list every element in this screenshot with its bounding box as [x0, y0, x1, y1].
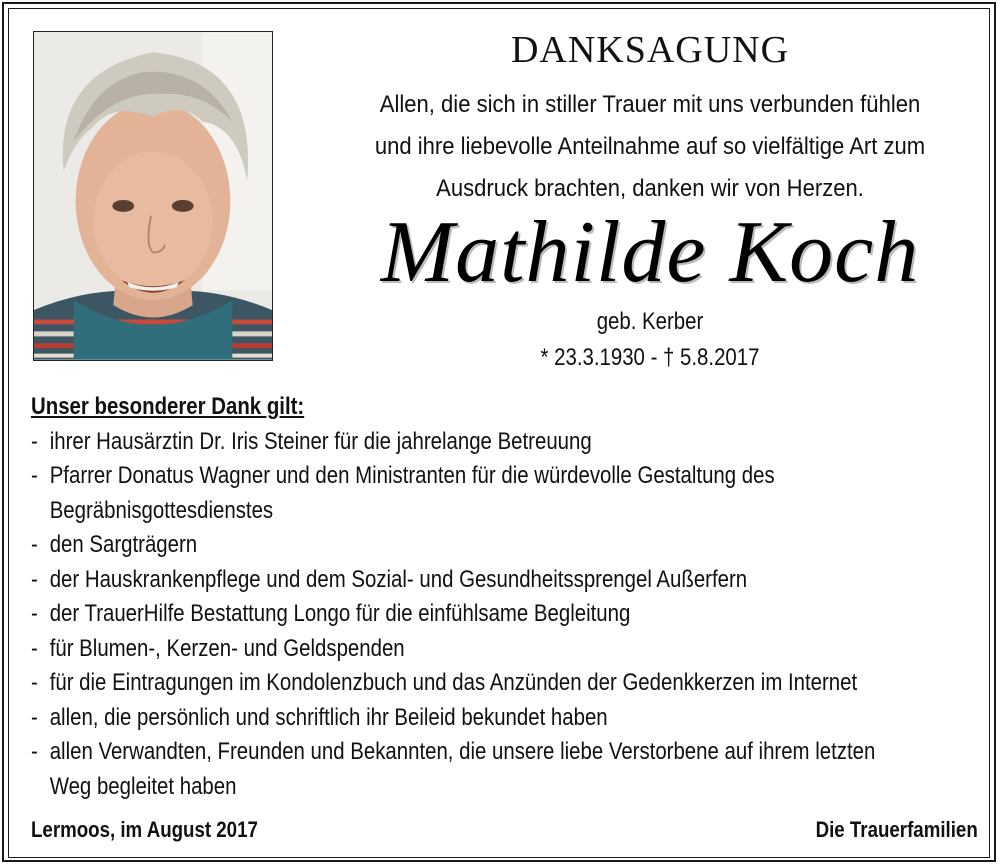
list-item-text: der Hauskrankenpflege und dem Sozial- und Gesundheitssprengel Außerfern: [49, 565, 748, 593]
list-dash: -: [31, 703, 38, 731]
list-item: [31, 528, 985, 563]
life-dates: * 23.3.1930 - † 5.8.2017: [540, 344, 760, 371]
intro-text: [335, 84, 965, 210]
list-item-text: allen, die persönlich und schriftlich ihr Beileid bekundet haben: [49, 703, 608, 731]
list-dash: -: [31, 427, 38, 455]
thanks-section: [31, 390, 981, 804]
list-item: [31, 459, 985, 528]
list-dash: -: [31, 634, 38, 662]
list-item-text: den Sargträgern: [49, 531, 198, 558]
list-item: [31, 597, 985, 632]
birth-name: geb. Kerber: [596, 308, 704, 335]
list-item: [31, 666, 985, 701]
signature: Die Trauerfamilien: [815, 817, 978, 842]
list-item: [31, 563, 985, 598]
list-item: [31, 632, 985, 667]
list-item-text: Begräbnisgottesdienstes: [49, 496, 274, 524]
list-item-text: Pfarrer Donatus Wagner und den Ministranten für die würdevolle Gestaltung des: [49, 462, 775, 489]
list-dash: -: [31, 462, 38, 489]
intro-line: Ausdruck brachten, danken wir von Herzen.: [436, 175, 864, 202]
list-item: [31, 701, 985, 736]
list-item: [31, 425, 985, 460]
list-item-text: für Blumen-, Kerzen- und Geldspenden: [49, 634, 405, 662]
portrait-photo: [33, 31, 273, 361]
list-dash: -: [31, 600, 38, 627]
intro-line: und ihre liebevolle Anteilnahme auf so vielfältige Art zum: [374, 133, 926, 160]
portrait-icon: [34, 32, 272, 360]
list-item-text: für die Eintragungen im Kondolenzbuch und das Anzünden der Gedenkkerzen im Internet: [49, 669, 858, 696]
intro-line: Allen, die sich in stiller Trauer mit uns verbunden fühlen: [379, 91, 921, 118]
thanks-list: [31, 425, 981, 805]
list-item-text: der TrauerHilfe Bestattung Longo für die einfühlsame Begleitung: [49, 600, 631, 627]
list-dash: -: [31, 565, 38, 593]
list-dash: -: [31, 531, 38, 558]
place-date: Lermoos, im August 2017: [31, 817, 258, 842]
deceased-name: Mathilde Koch: [380, 204, 920, 301]
list-item-text: allen Verwandten, Freunden und Bekannten, die unsere liebe Verstorbene auf ihrem letzten: [49, 738, 876, 765]
list-dash: -: [31, 669, 38, 696]
thanks-heading: Unser besonderer Dank gilt:: [31, 393, 305, 420]
list-item: [31, 735, 985, 804]
page-title: DANKSAGUNG: [510, 29, 790, 71]
list-item-text: ihrer Hausärztin Dr. Iris Steiner für die jahrelange Betreuung: [49, 427, 592, 455]
list-dash: -: [31, 738, 38, 765]
list-item-text: Weg begleitet haben: [49, 772, 237, 800]
